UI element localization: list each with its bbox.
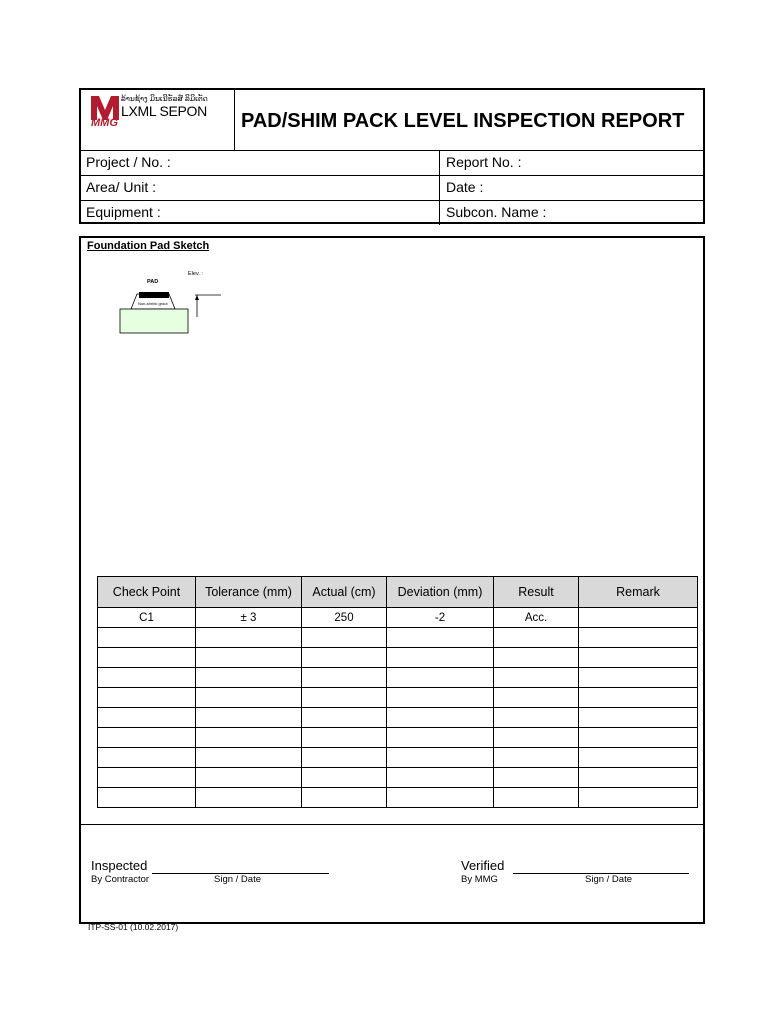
table-row — [98, 608, 698, 628]
pad-label: PAD — [147, 279, 159, 285]
date-label: Date : — [446, 179, 484, 195]
table-cell[interactable] — [196, 688, 302, 708]
elev-label: Elev. : — [188, 271, 203, 277]
table-cell[interactable] — [302, 768, 387, 788]
table-cell[interactable] — [494, 688, 579, 708]
table-cell[interactable] — [98, 708, 196, 728]
table-cell[interactable] — [196, 788, 302, 808]
equipment-label: Equipment : — [86, 204, 161, 220]
table-cell[interactable]: C1 — [98, 608, 196, 628]
inspected-by: By Contractor — [91, 874, 150, 885]
verified-by: By MMG — [461, 874, 498, 885]
table-cell[interactable] — [196, 668, 302, 688]
foundation-sketch — [119, 268, 229, 338]
table-cell[interactable] — [494, 748, 579, 768]
table-cell[interactable] — [98, 728, 196, 748]
signature-divider — [81, 824, 703, 825]
table-cell[interactable] — [302, 688, 387, 708]
table-row — [98, 628, 698, 648]
table-cell[interactable] — [494, 728, 579, 748]
logo-cell — [81, 90, 235, 150]
subcon-label: Subcon. Name : — [446, 204, 547, 220]
footer-code: ITP-SS-01 (10.02.2017) — [88, 922, 179, 932]
table-cell[interactable] — [98, 628, 196, 648]
header-row-equipment — [81, 200, 703, 225]
verified-label: Verified — [461, 858, 505, 873]
report-title: PAD/SHIM PACK LEVEL INSPECTION REPORT — [241, 110, 685, 132]
table-cell[interactable] — [98, 668, 196, 688]
table-header-row — [98, 577, 698, 608]
table-cell[interactable] — [494, 768, 579, 788]
grout-label: Non-shrink grout — [138, 301, 168, 306]
table-cell[interactable] — [579, 628, 698, 648]
table-cell[interactable] — [302, 668, 387, 688]
table-cell[interactable]: Acc. — [494, 608, 579, 628]
table-cell[interactable] — [98, 768, 196, 788]
table-row — [98, 768, 698, 788]
table-cell[interactable] — [494, 648, 579, 668]
verified-sign-date: Sign / Date — [585, 874, 632, 885]
table-cell[interactable] — [387, 748, 494, 768]
table-cell[interactable] — [98, 648, 196, 668]
logo-company: LXML SEPON — [121, 103, 207, 119]
table-cell[interactable] — [302, 648, 387, 668]
report-header — [79, 88, 705, 224]
table-cell[interactable] — [98, 748, 196, 768]
col-check-point: Check Point — [98, 577, 196, 608]
col-actual: Actual (cm) — [302, 577, 387, 608]
report-no-label: Report No. : — [446, 154, 522, 170]
table-cell[interactable] — [579, 608, 698, 628]
table-row — [98, 748, 698, 768]
table-cell[interactable] — [579, 668, 698, 688]
table-row — [98, 668, 698, 688]
table-cell[interactable] — [302, 748, 387, 768]
table-cell[interactable] — [196, 728, 302, 748]
table-cell[interactable] — [196, 748, 302, 768]
project-label: Project / No. : — [86, 154, 171, 170]
table-cell[interactable] — [579, 648, 698, 668]
table-cell[interactable] — [387, 768, 494, 788]
table-cell[interactable] — [302, 788, 387, 808]
table-cell[interactable] — [387, 788, 494, 808]
table-cell[interactable] — [196, 648, 302, 668]
table-cell[interactable] — [387, 728, 494, 748]
table-cell[interactable] — [196, 768, 302, 788]
header-row-area — [81, 175, 703, 200]
inspection-body — [79, 236, 705, 924]
table-cell[interactable] — [579, 788, 698, 808]
table-cell[interactable]: 250 — [302, 608, 387, 628]
logo-lao-text: ລ້ານຊ້າງ ມິນເນີຣັລສ໌ ລິມິເຕັດ — [121, 94, 208, 103]
table-cell[interactable] — [579, 728, 698, 748]
header-row-project — [81, 150, 703, 175]
table-cell[interactable] — [494, 788, 579, 808]
table-cell[interactable] — [387, 648, 494, 668]
logo-mark: MMG — [91, 117, 118, 129]
table-cell[interactable] — [387, 688, 494, 708]
table-cell[interactable] — [98, 788, 196, 808]
table-row — [98, 788, 698, 808]
table-cell[interactable] — [302, 728, 387, 748]
table-cell[interactable] — [196, 628, 302, 648]
table-cell[interactable] — [494, 628, 579, 648]
table-cell[interactable] — [579, 748, 698, 768]
col-result: Result — [494, 577, 579, 608]
area-label: Area/ Unit : — [86, 179, 157, 195]
table-cell[interactable] — [494, 668, 579, 688]
table-row — [98, 688, 698, 708]
table-cell[interactable]: ± 3 — [196, 608, 302, 628]
table-row — [98, 708, 698, 728]
table-cell[interactable] — [387, 708, 494, 728]
table-cell[interactable] — [387, 628, 494, 648]
table-cell[interactable] — [98, 688, 196, 708]
foundation-pad-diagram — [119, 268, 229, 338]
table-cell[interactable] — [387, 668, 494, 688]
table-cell[interactable] — [196, 708, 302, 728]
table-cell[interactable] — [494, 708, 579, 728]
table-cell[interactable] — [302, 628, 387, 648]
col-tolerance: Tolerance (mm) — [196, 577, 302, 608]
table-row — [98, 648, 698, 668]
table-cell[interactable]: -2 — [387, 608, 494, 628]
inspected-sign-date: Sign / Date — [214, 874, 261, 885]
col-remark: Remark — [579, 577, 698, 608]
table-cell[interactable] — [302, 708, 387, 728]
table-cell[interactable] — [579, 688, 698, 708]
sketch-title: Foundation Pad Sketch — [87, 240, 210, 252]
table-row — [98, 728, 698, 748]
inspection-table — [97, 576, 698, 808]
table-cell[interactable] — [579, 768, 698, 788]
col-deviation: Deviation (mm) — [387, 577, 494, 608]
inspected-label: Inspected — [91, 858, 148, 873]
table-cell[interactable] — [579, 708, 698, 728]
